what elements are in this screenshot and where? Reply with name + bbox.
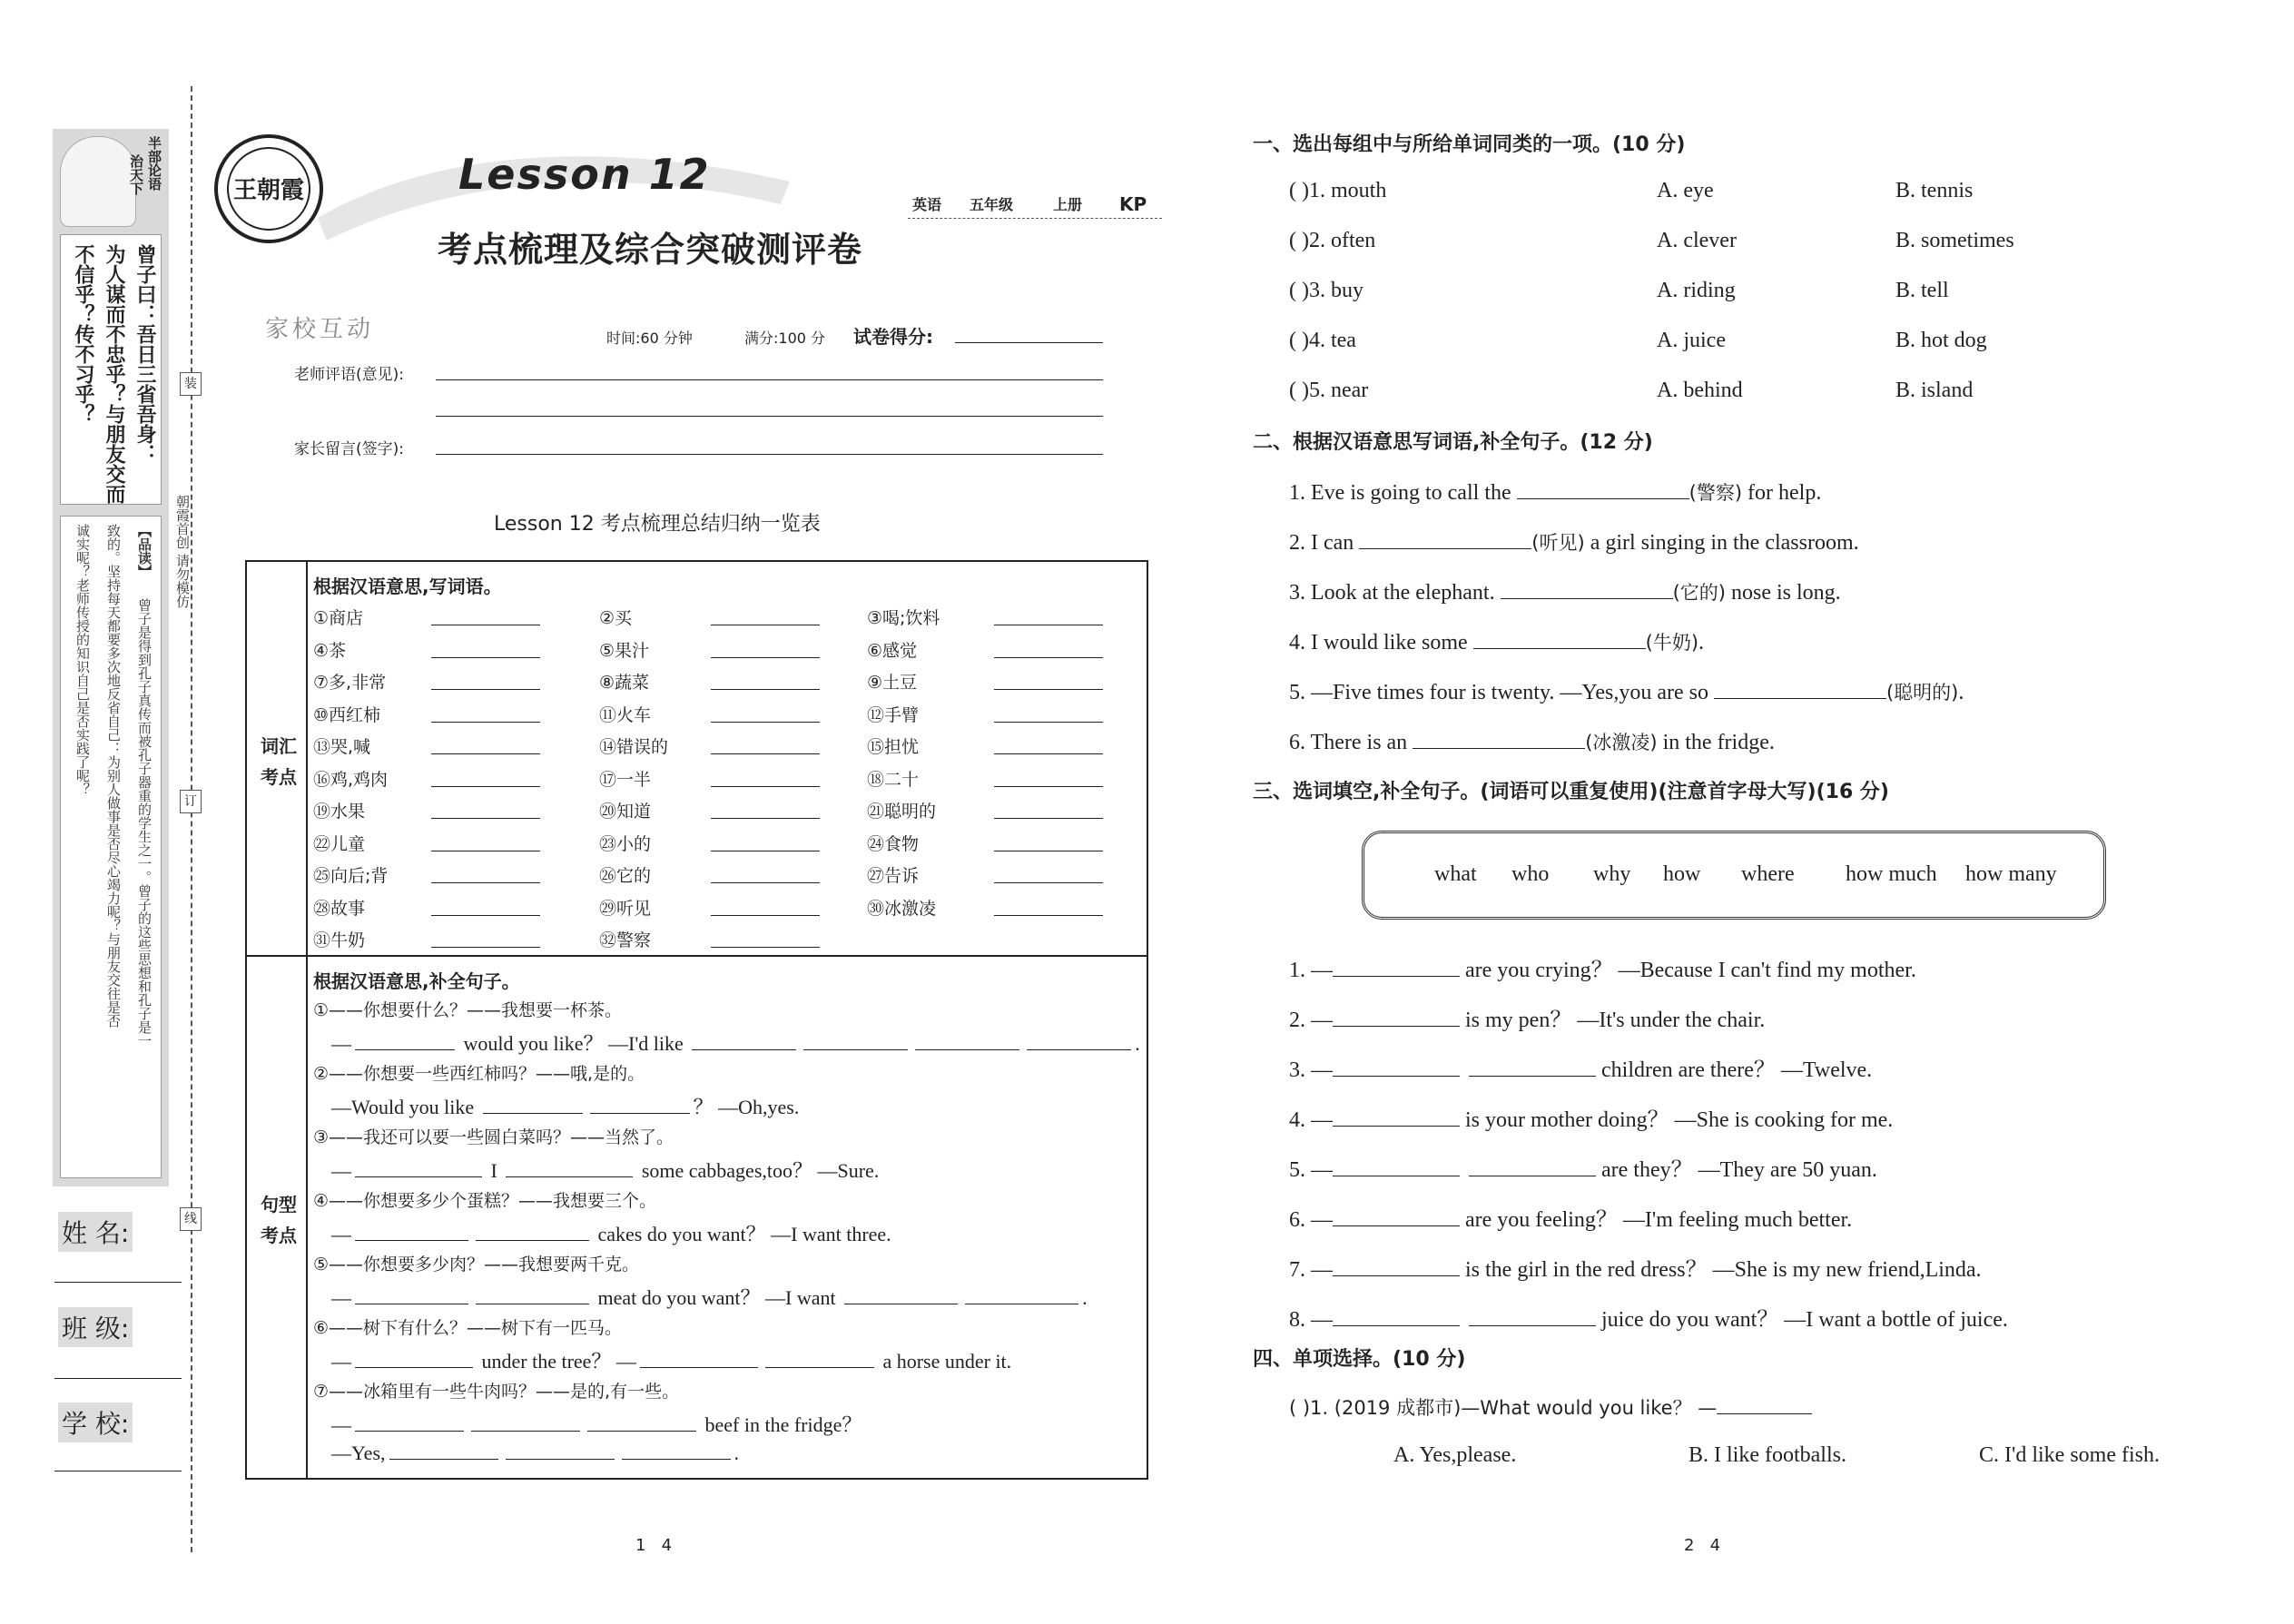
vocab-item: ①商店 (313, 608, 364, 628)
sentence-part: some cabbages,too？ —Sure. (636, 1159, 880, 1182)
sentence-chinese: ③——我还可以要一些圆白菜吗？——当然了。 (313, 1127, 674, 1147)
part2-hint: (它的) (1672, 582, 1726, 604)
part2-text: 5. —Five times four is twenty. —Yes,you are so (1289, 681, 1714, 704)
part2-item (1289, 528, 1859, 556)
sentence-blank[interactable] (476, 1223, 589, 1241)
word-bank-word: who (1511, 862, 1550, 886)
meta-subject: 英语 (912, 196, 942, 213)
part3-number: 5. — (1289, 1158, 1333, 1182)
sentence-blank[interactable] (471, 1413, 580, 1432)
full-score-info: 满分:100 分 (744, 330, 826, 347)
sentence-chinese: ②——你想要一些西红柿吗？——哦,是的。 (313, 1064, 645, 1084)
sentence-part: — (331, 1413, 351, 1436)
sentence-part: . (733, 1442, 740, 1464)
part3-item (1289, 1251, 1982, 1283)
logo-text: 王朝霞 (227, 147, 310, 231)
motto-line-3: 不信乎？传不习乎？ (72, 244, 94, 424)
part3-number: 4. — (1289, 1108, 1333, 1132)
part2-item (1289, 578, 1841, 605)
part4-title: 四、单项选择。(10 分) (1253, 1348, 1466, 1371)
sentence-blank[interactable] (590, 1096, 690, 1114)
part3-title: 三、选词填空,补全句子。(词语可以重复使用)(注意首字母大写)(16 分) (1253, 781, 1889, 803)
page-number-left: 1 4 (635, 1536, 673, 1555)
name-line[interactable] (54, 1282, 182, 1283)
vocab-answer-line[interactable] (431, 689, 540, 690)
table-divider-h (245, 955, 1148, 957)
part3-blank[interactable] (1333, 1009, 1460, 1027)
sentence-blank[interactable] (355, 1159, 482, 1177)
part2-text: for help. (1742, 481, 1822, 505)
part2-item (1289, 728, 1775, 755)
vocab-item: ㉜警察 (599, 930, 652, 950)
vocab-item: ㉒儿童 (313, 833, 366, 854)
part2-item (1289, 478, 1821, 506)
vocab-item: ⑩西红柿 (313, 704, 381, 725)
sentence-blank[interactable] (803, 1032, 908, 1050)
part3-item (1289, 1201, 1852, 1233)
part4-option-c[interactable]: C. I'd like some fish. (1979, 1443, 2160, 1467)
sentence-chinese: ⑤——你想要多少肉？——我想要两千克。 (313, 1255, 640, 1275)
part2-text: . (1698, 631, 1705, 655)
sentence-english (331, 1029, 1140, 1057)
part3-blank[interactable] (1333, 1258, 1460, 1276)
binding-tag-2: 订 (180, 790, 202, 813)
reading-label: 【品读】 (136, 524, 153, 578)
vocab-answer-line[interactable] (711, 722, 820, 723)
table-title: Lesson 12 考点梳理总结归纳一览表 (494, 513, 821, 536)
part1-option[interactable]: B. tell (1895, 279, 1949, 302)
sentence-english (331, 1219, 891, 1247)
sentence-blank[interactable] (915, 1032, 1019, 1050)
sentence-part: —Yes, (331, 1442, 386, 1464)
part2-blank[interactable] (1517, 481, 1689, 499)
part3-number: 8. — (1289, 1308, 1333, 1332)
vocab-item: ②买 (599, 608, 633, 628)
parent-comment-label: 家长留言(签字): (294, 440, 404, 458)
sentence-blank[interactable] (355, 1223, 468, 1241)
part3-blank[interactable] (1469, 1308, 1596, 1326)
motto-line-2: 为人谋而不忠乎？与朋友交而 (103, 244, 125, 504)
part1-option[interactable]: A. juice (1657, 329, 1726, 352)
vocab-answer-line[interactable] (431, 882, 540, 883)
motto-header-2: 治天下 (128, 154, 144, 195)
sentence-part: a horse under it. (877, 1350, 1012, 1373)
part4-q1-blank[interactable] (1717, 1396, 1812, 1414)
part2-blank[interactable] (1413, 731, 1585, 749)
part3-item (1289, 1151, 1877, 1183)
sentence-blank[interactable] (1027, 1032, 1131, 1050)
part3-text: juice do you want？ —I want a bottle of juice. (1596, 1308, 2008, 1332)
part3-text: is your mother doing？ —She is cooking for me. (1460, 1108, 1894, 1132)
sentence-blank[interactable] (587, 1413, 696, 1432)
sentence-instruction: 根据汉语意思,补全句子。 (313, 970, 520, 992)
sentence-blank[interactable] (965, 1286, 1078, 1304)
vocab-item: ㉖它的 (599, 866, 652, 886)
part2-hint: (冰激凌) (1585, 732, 1658, 753)
sentence-blank[interactable] (844, 1286, 958, 1304)
part2-hint: (警察) (1689, 482, 1743, 504)
paper-title: 考点梳理及综合突破测评卷 (438, 229, 863, 270)
part4-option-b[interactable]: B. I like footballs. (1689, 1443, 1846, 1467)
meta-term: 上册 (1053, 196, 1083, 213)
sentence-blank[interactable] (506, 1442, 615, 1460)
reading-box (60, 516, 162, 1178)
word-bank-word: how much (1846, 862, 1937, 886)
vocab-item: ㉓小的 (599, 833, 652, 854)
part1-option[interactable]: B. tennis (1895, 179, 1974, 202)
vocab-answer-line[interactable] (711, 786, 820, 787)
vocab-item: ㉗告诉 (867, 866, 920, 886)
vocab-answer-line[interactable] (711, 882, 820, 883)
vocab-item: ⑦多,非常 (313, 673, 387, 693)
part3-item (1289, 1101, 1893, 1133)
lesson-title: Lesson 12 (458, 150, 711, 199)
sentence-chinese: ④——你想要多少个蛋糕？——我想要三个。 (313, 1191, 657, 1211)
part2-hint: (听见) (1531, 532, 1585, 554)
parent-comment-line[interactable] (436, 454, 1103, 455)
part1-question: ( )3. buy (1289, 279, 1364, 302)
vocab-item: ⑲水果 (313, 802, 366, 822)
sentence-part: under the tree？ — (477, 1350, 636, 1373)
binding-tag-3: 线 (180, 1207, 202, 1231)
sentence-blank[interactable] (483, 1096, 583, 1114)
part2-hint: (聪明的) (1885, 682, 1959, 704)
sentence-english (331, 1346, 1011, 1374)
vocab-item: ㉘故事 (313, 898, 366, 919)
sentence-blank[interactable] (355, 1350, 473, 1368)
part3-text: children are there？ —Twelve. (1596, 1058, 1873, 1082)
sentence-part: . (1082, 1286, 1088, 1309)
vocab-instruction: 根据汉语意思,写词语。 (313, 576, 502, 597)
page-number-right: 2 4 (1684, 1536, 1721, 1555)
part2-text: nose is long. (1725, 581, 1841, 605)
vocab-answer-line[interactable] (431, 947, 540, 948)
vocab-answer-line[interactable] (431, 722, 540, 723)
part2-text: in the fridge. (1657, 731, 1775, 754)
vocab-answer-line[interactable] (994, 915, 1103, 916)
vocab-item: ⑮担忧 (867, 737, 920, 757)
vocab-item: ⑧蔬菜 (599, 673, 650, 693)
part2-text: a girl singing in the classroom. (1584, 531, 1859, 555)
vocab-answer-line[interactable] (431, 657, 540, 658)
part1-option[interactable]: A. behind (1657, 379, 1743, 402)
part2-text: 1. Eve is going to call the (1289, 481, 1517, 505)
vocab-item: ⑰一半 (599, 769, 652, 790)
vocab-answer-line[interactable] (431, 818, 540, 819)
sentence-english (331, 1442, 739, 1465)
part3-item (1289, 1001, 1765, 1033)
sentence-part: — (331, 1286, 351, 1309)
sentence-part: I (486, 1159, 503, 1182)
part3-blank[interactable] (1469, 1058, 1596, 1077)
meta-code: KP (1119, 193, 1147, 215)
part3-number: 2. — (1289, 1009, 1333, 1032)
word-bank-word: how (1663, 862, 1701, 886)
part1-option[interactable]: A. clever (1657, 229, 1737, 252)
name-label: 姓 名: (58, 1212, 133, 1252)
part4-q1 (1289, 1393, 1812, 1421)
sentence-part: — (331, 1032, 351, 1055)
sentence-chinese: ①——你想要什么？——我想要一杯茶。 (313, 1000, 623, 1020)
header-rule (908, 218, 1162, 219)
part2-blank[interactable] (1714, 681, 1886, 699)
vocab-item: ⑫手臂 (867, 704, 920, 725)
part3-blank[interactable] (1333, 1158, 1460, 1176)
sentence-part: —Would you like (331, 1096, 479, 1118)
meta-grade: 五年级 (970, 196, 1014, 213)
teacher-comment-line-1[interactable] (436, 379, 1103, 380)
sentence-blank[interactable] (765, 1350, 874, 1368)
score-label: 试卷得分: (853, 326, 933, 348)
part3-blank[interactable] (1469, 1158, 1596, 1176)
part4-q1-text: ( )1. (2019 成都市)—What would you like？ — (1289, 1397, 1718, 1419)
part2-text: 4. I would like some (1289, 631, 1473, 655)
copyright-note: 朝霞首创 请勿模仿 (174, 495, 191, 608)
vocab-answer-line[interactable] (994, 689, 1103, 690)
part1-option[interactable]: A. riding (1657, 279, 1736, 302)
vocab-answer-line[interactable] (431, 786, 540, 787)
vocab-item: ⑳知道 (599, 802, 652, 822)
vocab-answer-line[interactable] (994, 753, 1103, 754)
part3-number: 1. — (1289, 959, 1333, 982)
binding-tag-1: 装 (180, 372, 202, 396)
part1-question: ( )4. tea (1289, 329, 1356, 352)
vocab-item: ⑨土豆 (867, 673, 918, 693)
part2-hint: (牛奶) (1645, 632, 1699, 654)
part1-question: ( )5. near (1289, 379, 1369, 402)
sentence-category: 句型考点 (261, 1194, 297, 1246)
vocab-item: ⑬哭,喊 (313, 737, 371, 757)
vocab-item: ③喝;饮料 (867, 608, 940, 628)
family-tag: 家校互动 (265, 316, 375, 343)
part2-blank[interactable] (1359, 531, 1531, 549)
sentence-part: — (331, 1350, 351, 1373)
sentence-part: — (331, 1159, 351, 1182)
part2-blank[interactable] (1473, 631, 1646, 649)
time-info: 时间:60 分钟 (606, 330, 693, 347)
vocab-item: ㉑聪明的 (867, 802, 937, 822)
school-label: 学 校: (58, 1403, 133, 1442)
vocab-answer-line[interactable] (711, 657, 820, 658)
part3-text: are they？ —They are 50 yuan. (1596, 1158, 1877, 1182)
part2-text: . (1958, 681, 1964, 704)
vocab-item: ⑥感觉 (867, 640, 918, 661)
part1-option[interactable]: B. island (1895, 379, 1974, 402)
sentence-blank[interactable] (476, 1286, 589, 1304)
sentence-blank[interactable] (506, 1159, 633, 1177)
vocab-category: 词汇考点 (261, 735, 297, 788)
part3-text: are you feeling？ —I'm feeling much better. (1460, 1208, 1853, 1232)
part3-blank[interactable] (1333, 1058, 1460, 1077)
vocab-answer-line[interactable] (431, 753, 540, 754)
sentence-part: . (1135, 1032, 1140, 1055)
sentence-blank[interactable] (640, 1350, 758, 1368)
sentence-blank[interactable] (389, 1442, 498, 1460)
sentence-blank[interactable] (355, 1032, 455, 1050)
table-divider-v (306, 560, 308, 1480)
part2-title: 二、根据汉语意思写词语,补全句子。(12 分) (1253, 431, 1653, 454)
part3-text: are you crying？ —Because I can't find my mother. (1460, 959, 1916, 982)
vocab-item: ⑪火车 (599, 704, 652, 725)
vocab-answer-line[interactable] (711, 915, 820, 916)
brand-logo (214, 134, 323, 243)
motto-box (60, 234, 162, 505)
part4-option-a[interactable]: A. Yes,please. (1393, 1443, 1517, 1467)
sentence-chinese: ⑦——冰箱里有一些牛肉吗？——是的,有一些。 (313, 1382, 680, 1402)
part3-item (1289, 951, 1916, 983)
part1-option[interactable]: B. hot dog (1895, 329, 1987, 352)
score-field[interactable] (955, 342, 1103, 343)
motto-header-1: 半部论语 (146, 136, 162, 191)
sentence-blank[interactable] (692, 1032, 796, 1050)
vocab-item: ㉙听见 (599, 898, 652, 919)
part2-blank[interactable] (1501, 581, 1673, 599)
binding-line (191, 86, 192, 1552)
reading-line-2: 致的。坚持每天都要多次地反省自己：为别人做事是否尽心竭力呢？与朋友交往是否 (105, 524, 122, 1028)
reading-line-3: 诚实呢？老师传授的知识自己是否实践了呢？ (74, 524, 91, 796)
sentence-chinese: ⑥——树下有什么？——树下有一匹马。 (313, 1318, 623, 1338)
vocab-item: ⑭错误的 (599, 737, 669, 757)
part1-question: ( )2. often (1289, 229, 1376, 252)
teacher-comment-line-2[interactable] (436, 416, 1103, 417)
part3-text: is the girl in the red dress？ —She is my new friend,Linda. (1460, 1258, 1982, 1282)
part3-blank[interactable] (1333, 1208, 1460, 1226)
part3-number: 3. — (1289, 1058, 1333, 1082)
class-line[interactable] (54, 1378, 182, 1379)
part2-item (1289, 678, 1964, 705)
word-bank-word: why (1593, 862, 1631, 886)
part1-option[interactable]: A. eye (1657, 179, 1714, 202)
sentence-part: meat do you want？ —I want (593, 1286, 842, 1309)
part2-text: 2. I can (1289, 531, 1360, 555)
part3-blank[interactable] (1333, 959, 1460, 977)
vocab-answer-line[interactable] (711, 753, 820, 754)
vocab-answer-line[interactable] (711, 947, 820, 948)
part2-text: 3. Look at the elephant. (1289, 581, 1501, 605)
word-bank-word: what (1434, 862, 1477, 886)
sentence-english (331, 1283, 1088, 1311)
part3-item (1289, 1301, 2008, 1333)
vocab-item: ㉔食物 (867, 833, 920, 854)
sentence-part: ？ —Oh,yes. (693, 1096, 800, 1118)
part3-item (1289, 1051, 1872, 1083)
sentence-blank[interactable] (355, 1413, 464, 1432)
part3-blank[interactable] (1333, 1308, 1460, 1326)
reading-line-1: 曾子是得到孔子真传而被孔子器重的学生之一。曾子的这些思想和孔子是一 (136, 598, 153, 1048)
vocab-item: ㉕向后;背 (313, 866, 389, 886)
sentence-english (331, 1410, 861, 1438)
vocab-answer-line[interactable] (994, 786, 1103, 787)
class-label: 班 级: (58, 1307, 133, 1347)
vocab-item: ④茶 (313, 640, 347, 661)
vocab-item: ⑤果汁 (599, 640, 650, 661)
motto-line-1: 曾子曰：吾日三省吾身： (133, 244, 156, 464)
vocab-item: ㉛牛奶 (313, 930, 366, 950)
vocab-answer-line[interactable] (994, 882, 1103, 883)
vocab-item: ⑱二十 (867, 769, 920, 790)
part1-option[interactable]: B. sometimes (1895, 229, 2014, 252)
word-bank-word: how many (1965, 862, 2057, 886)
part3-number: 7. — (1289, 1258, 1333, 1282)
vocab-answer-line[interactable] (431, 915, 540, 916)
vocab-item: ⑯鸡,鸡肉 (313, 769, 389, 790)
sentence-part: — (331, 1223, 351, 1245)
sentence-part: would you like？ —I'd like (458, 1032, 689, 1055)
sentence-part: beef in the fridge？ (700, 1413, 862, 1436)
sentence-blank[interactable] (355, 1286, 468, 1304)
teacher-comment-label: 老师评语(意见): (294, 366, 404, 384)
part1-title: 一、选出每组中与所给单词同类的一项。(10 分) (1253, 133, 1686, 156)
word-bank-word: where (1741, 862, 1795, 886)
part1-question: ( )1. mouth (1289, 179, 1387, 202)
part3-text: is my pen？ —It's under the chair. (1460, 1009, 1766, 1032)
part2-text: 6. There is an (1289, 731, 1413, 754)
vocab-answer-line[interactable] (711, 689, 820, 690)
vocab-answer-line[interactable] (994, 722, 1103, 723)
sentence-part: cakes do you want？ —I want three. (593, 1223, 891, 1245)
part2-item (1289, 628, 1704, 655)
sentence-english (331, 1156, 879, 1184)
vocab-answer-line[interactable] (711, 818, 820, 819)
sentence-blank[interactable] (622, 1442, 731, 1460)
vocab-answer-line[interactable] (994, 657, 1103, 658)
part3-number: 6. — (1289, 1208, 1333, 1232)
sentence-english (331, 1092, 799, 1120)
vocab-item: ㉚冰激凌 (867, 898, 937, 919)
part3-blank[interactable] (1333, 1108, 1460, 1127)
vocab-answer-line[interactable] (994, 818, 1103, 819)
